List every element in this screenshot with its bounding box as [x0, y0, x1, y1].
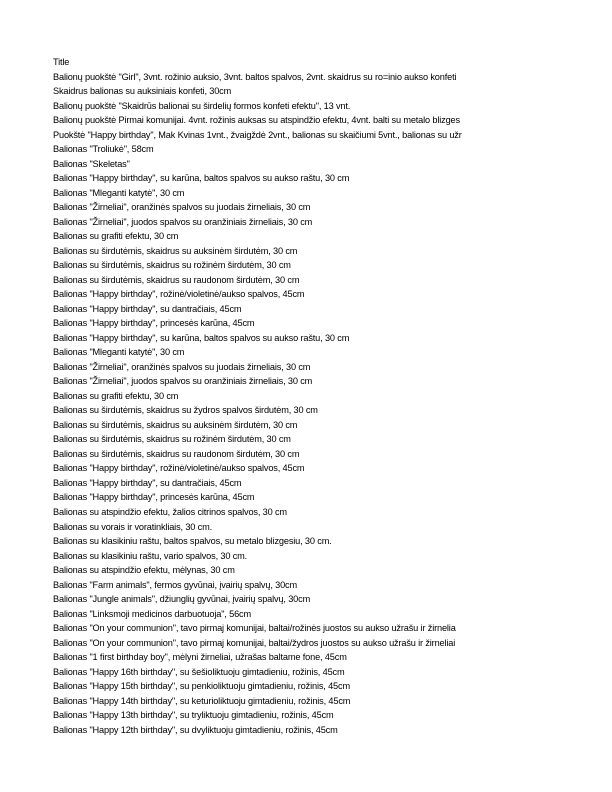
list-item: Balionas "Mleganti katytė", 30 cm [53, 187, 185, 198]
list-item: Balionas su širdutėmis, skaidrus su auksinėm širdutėm, 30 cm [53, 245, 298, 256]
document-page [53, 55, 596, 737]
list-item: Balionas "Happy 12th birthday", su dvyliktuoju gimtadieniu, rožinis, 45cm [53, 724, 338, 735]
list-item: Balionas "Jungle animals", džiunglių gyvūnai, įvairių spalvų, 30cm [53, 594, 311, 605]
list-item: Balionas su grafiti efektu, 30 cm [53, 390, 179, 401]
list-item: Balionas "Happy birthday", princesės karūna, 45cm [53, 318, 255, 329]
list-item: Balionas su širdutėmis, skaidrus su rožinėm širdutėm, 30 cm [53, 260, 291, 271]
list-item: Balionas "Happy birthday", princesės karūna, 45cm [53, 492, 255, 503]
list-item: Balionas "Happy 13th birthday", su tryliktuoju gimtadieniu, rožinis, 45cm [53, 710, 334, 721]
list-item: Balionas "Happy birthday", su karūna, baltos spalvos su aukso raštu, 30 cm [53, 332, 350, 343]
list-item: Balionas su grafiti efektu, 30 cm [53, 231, 179, 242]
list-item: Balionas "On your communion", tavo pirmaj komunijai, baltai/rožinės juostos su aukso užrašu ir žirnelia [53, 623, 456, 634]
list-item: Balionas su širdutėmis, skaidrus su rožinėm širdutėm, 30 cm [53, 434, 291, 445]
list-item: Balionų puokštė Pirmai komunijai. 4vnt. rožinis auksas su atspindžio efektu, 4vnt. balti su metalo blizges [53, 115, 460, 126]
list-item: Balionas su širdutėmis, skaidrus su auksinėm širdutėm, 30 cm [53, 419, 298, 430]
list-item: Balionas "Happy 15th birthday", su penkioliktuoju gimtadieniu, rožinis, 45cm [53, 681, 350, 692]
list-item: Skaidrus balionas su auksiniais konfeti, 30cm [53, 86, 232, 97]
list-item: Balionas "On your communion", tavo pirmaj komunijai, baltai/žydros juostos su aukso užrašu ir žirneliai [53, 637, 456, 648]
list-item: Balionas "Happy birthday", su dantračiais, 45cm [53, 303, 242, 314]
list-item: Balionas su klasikiniu raštu, vario spalvos, 30 cm. [53, 550, 248, 561]
list-item: Balionas su atspindžio efektu, mėlynas, 30 cm [53, 565, 235, 576]
list-item: Balionų puokštė "Girl", 3vnt. rožinio auksio, 3vnt. baltos spalvos, 2vnt. skaidrus su ro=inio aukso konfeti [53, 71, 457, 82]
list-item: Balionas "Farm animals", fermos gyvūnai, įvairių spalvų, 30cm [53, 579, 298, 590]
list-item: Balionas "Happy 16th birthday", su šešioliktuoju gimtadieniu, rožinis, 45cm [53, 666, 345, 677]
list-item: Balionas su širdutėmis, skaidrus su raudonom širdutėm, 30 cm [53, 448, 300, 459]
list-item: Balionų puokštė "Skaidrūs balionai su širdelių formos konfeti efektu", 13 vnt. [53, 100, 351, 111]
list-item: Balionas "Žirneliai", oranžinės spalvos su juodais žirneliais, 30 cm [53, 202, 311, 213]
list-item: Balionas "Žirneliai", oranžinės spalvos su juodais žirneliais, 30 cm [53, 361, 311, 372]
list-item: Balionas su vorais ir voratinkliais, 30 cm. [53, 521, 212, 532]
list-item: Balionas "1 first birthday boy", mėlyni žirneliai, užrašas baltame fone, 45cm [53, 652, 347, 663]
list-item: Balionas "Mleganti katytė", 30 cm [53, 347, 185, 358]
list-item: Puokštė "Happy birthday", Mak Kvinas 1vnt., žvaigždė 2vnt., balionas su skaičiumi 5vnt., balionas su užr [53, 129, 462, 140]
list-item: Balionas "Happy birthday", su karūna, baltos spalvos su aukso raštu, 30 cm [53, 173, 350, 184]
list-item: Balionas su širdutėmis, skaidrus su raudonom širdutėm, 30 cm [53, 274, 300, 285]
list-item: Balionas su širdutėmis, skaidrus su žydros spalvos širdutėm, 30 cm [53, 405, 318, 416]
list-item: Balionas su klasikiniu raštu, baltos spalvos, su metalo blizgesiu, 30 cm. [53, 536, 332, 547]
list-item: Balionas "Žirneliai", juodos spalvos su oranžiniais žirneliais, 30 cm [53, 216, 313, 227]
list-item: Balionas "Troliukė", 58cm [53, 144, 154, 155]
list-item: Balionas "Linksmoji medicinos darbuotuoja", 56cm [53, 608, 251, 619]
list-item: Balionas su atspindžio efektu, žalios citrinos spalvos, 30 cm [53, 506, 287, 517]
list-item: Balionas "Happy 14th birthday", su keturioliktuoju gimtadieniu, rožinis, 45cm [53, 695, 351, 706]
list-item: Balionas "Happy birthday", rožinė/violetinė/aukso spalvos, 45cm [53, 289, 305, 300]
document-title: Title [53, 57, 70, 67]
list-item: Balionas "Happy birthday", rožinė/violetinė/aukso spalvos, 45cm [53, 463, 305, 474]
list-item: Balionas "Skeletas" [53, 158, 130, 169]
list-item: Balionas "Žirneliai", juodos spalvos su oranžiniais žirneliais, 30 cm [53, 376, 313, 387]
list-item: Balionas "Happy birthday", su dantračiais, 45cm [53, 477, 242, 488]
